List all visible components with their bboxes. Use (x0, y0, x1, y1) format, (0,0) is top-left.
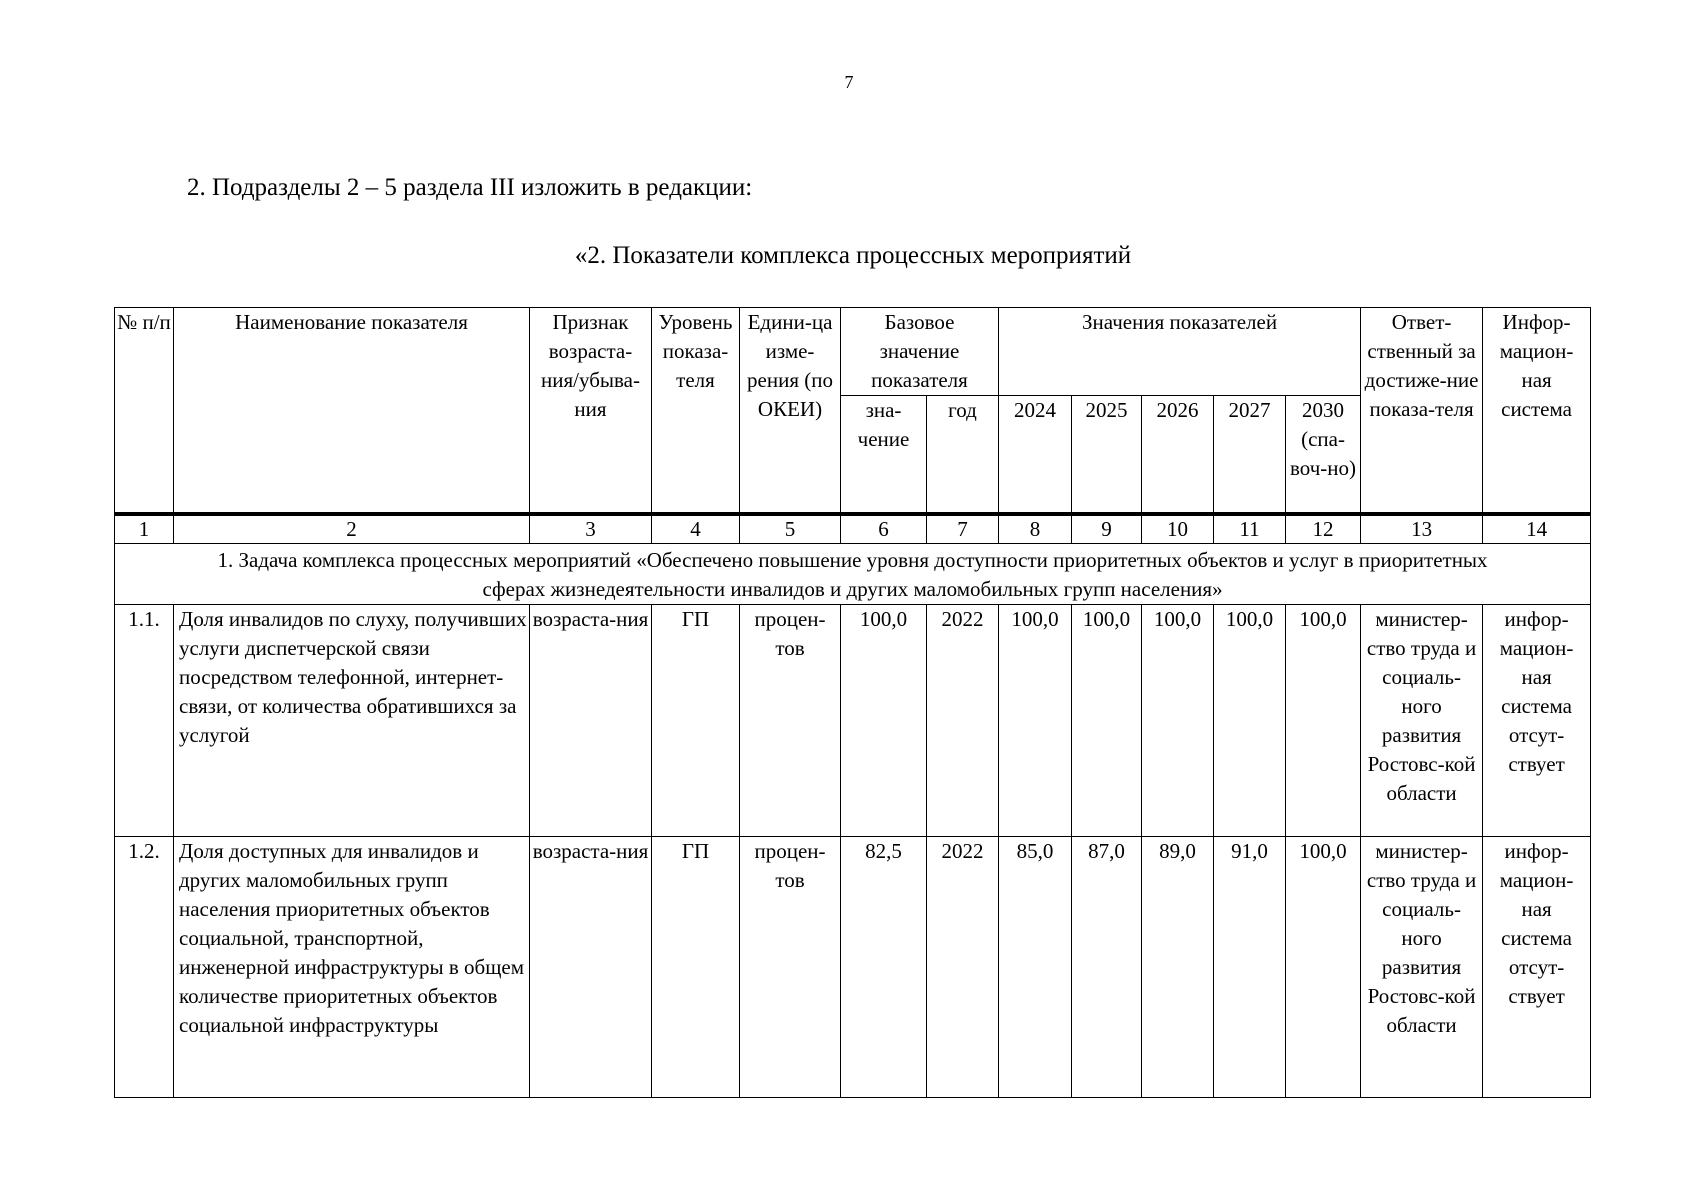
row-value-2025: 100,0 (1072, 605, 1142, 837)
row-base-year: 2022 (927, 605, 999, 837)
header-year-2027: 2027 (1214, 396, 1286, 515)
row-value-2025: 87,0 (1072, 837, 1142, 1098)
header-base-year: год (927, 396, 999, 515)
indicators-table (114, 307, 1591, 1098)
row-num: 1.1. (115, 605, 174, 837)
row-value-2026: 89,0 (1142, 837, 1214, 1098)
row-responsible: министер-ство труда и социаль-ного развития Ростовс-кой области (1361, 837, 1483, 1098)
row-base-value: 82,5 (841, 837, 927, 1098)
row-sign: возраста-ния (530, 605, 652, 837)
column-number: 13 (1361, 514, 1483, 544)
column-number: 1 (115, 514, 174, 544)
header-year-2024: 2024 (999, 396, 1072, 515)
row-responsible: министер-ство труда и социаль-ного развития Ростовс-кой области (1361, 605, 1483, 837)
column-number: 5 (740, 514, 841, 544)
row-value-2026: 100,0 (1142, 605, 1214, 837)
row-name: Доля инвалидов по слуху, получивших услуги диспетчерской связи посредством телефонной, интернет-связи, от количества обратившихся за услугой (174, 605, 530, 837)
row-sign: возраста-ния (530, 837, 652, 1098)
row-level: ГП (652, 605, 740, 837)
row-unit: процен-тов (740, 605, 841, 837)
row-value-2027: 91,0 (1214, 837, 1286, 1098)
column-number: 9 (1072, 514, 1142, 544)
column-number: 8 (999, 514, 1072, 544)
header-values: Значения показателей (999, 308, 1361, 396)
row-value-2030: 100,0 (1286, 837, 1361, 1098)
row-base-value: 100,0 (841, 605, 927, 837)
row-value-2024: 100,0 (999, 605, 1072, 837)
row-unit: процен-тов (740, 837, 841, 1098)
row-num: 1.2. (115, 837, 174, 1098)
column-number: 2 (174, 514, 530, 544)
column-number: 11 (1214, 514, 1286, 544)
column-number: 10 (1142, 514, 1214, 544)
header-base-value: зна-чение (841, 396, 927, 515)
row-base-year: 2022 (927, 837, 999, 1098)
header-responsible: Ответ-ственный за достиже-ние показа-теля (1361, 308, 1483, 515)
header-name: Наименование показателя (174, 308, 530, 515)
column-number-row (115, 514, 1591, 544)
header-level: Уровень показа-теля (652, 308, 740, 515)
header-num: № п/п (115, 308, 174, 515)
column-number: 14 (1483, 514, 1591, 544)
row-infosys: инфор-мацион-ная система отсут-ствует (1483, 605, 1591, 837)
row-name: Доля доступных для инвалидов и других маломобильных групп населения приоритетных объектов социальной, транспортной, инженерной инфраструктуры в общем количестве приоритетных объектов социальной инфраструктуры (174, 837, 530, 1098)
table-row (115, 837, 1591, 1098)
section-title: «2. Показатели комплекса процессных мероприятий (574, 242, 1132, 269)
column-number: 12 (1286, 514, 1361, 544)
column-number: 3 (530, 514, 652, 544)
column-number: 6 (841, 514, 927, 544)
row-value-2024: 85,0 (999, 837, 1072, 1098)
task-title: 1. Задача комплекса процессных мероприятий «Обеспечено повышение уровня доступности приоритетных объектов и услуг в приоритетных сферах жизнедеятельности инвалидов и других маломобильных групп населения» (115, 544, 1591, 605)
table-row (115, 605, 1591, 837)
header-sign: Признак возраста-ния/убыва-ния (530, 308, 652, 515)
header-base: Базовое значение показателя (841, 308, 999, 396)
header-year-2026: 2026 (1142, 396, 1214, 515)
column-number: 4 (652, 514, 740, 544)
row-value-2030: 100,0 (1286, 605, 1361, 837)
row-value-2027: 100,0 (1214, 605, 1286, 837)
header-unit: Едини-ца изме-рения (по ОКЕИ) (740, 308, 841, 515)
intro-paragraph: 2. Подразделы 2 – 5 раздела III изложить в редакции: (187, 174, 753, 201)
table-header-row (115, 308, 1591, 396)
header-year-2030: 2030 (спа-воч-но) (1286, 396, 1361, 515)
header-infosys: Инфор-мацион-ная система (1483, 308, 1591, 515)
row-infosys: инфор-мацион-ная система отсут-ствует (1483, 837, 1591, 1098)
task-row (115, 544, 1591, 605)
column-number: 7 (927, 514, 999, 544)
header-year-2025: 2025 (1072, 396, 1142, 515)
row-level: ГП (652, 837, 740, 1098)
page-number: 7 (844, 72, 854, 92)
